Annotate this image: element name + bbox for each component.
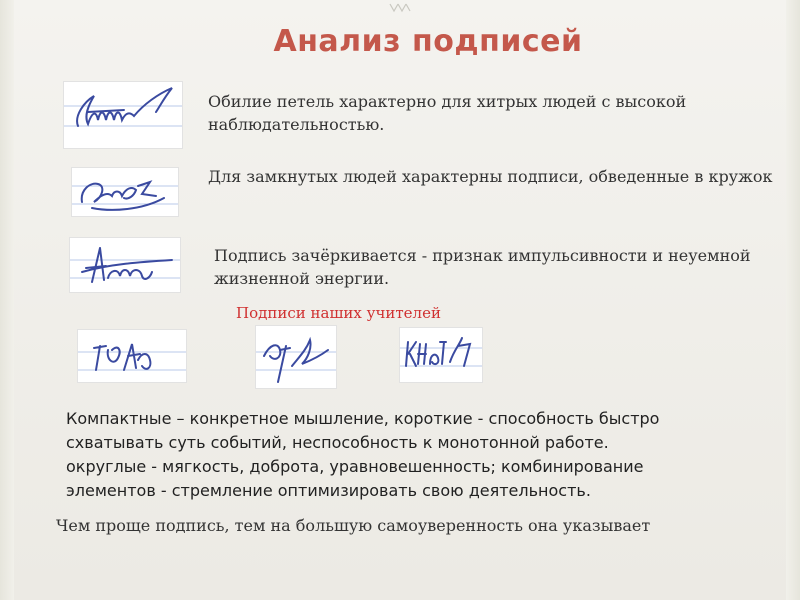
conclusion-line-1: Компактные – конкретное мышление, короткие - способность быстро: [66, 409, 660, 428]
slide-top-mark-icon: [386, 0, 414, 16]
conclusion-line-4: элементов - стремление оптимизировать свою деятельность.: [66, 481, 591, 500]
slide-edge-left: [0, 0, 14, 600]
footer-conclusion: Чем проще подпись, тем на большую самоуверенность она указывает: [56, 516, 651, 535]
signature-circled-image: [72, 168, 178, 216]
teacher-signature-1-image: [78, 330, 186, 382]
signature-loops-image: [64, 82, 182, 148]
conclusion-line-2: схватывать суть событий, неспособность к монотонной работе.: [66, 433, 609, 452]
teacher-signature-2-image: [256, 326, 336, 388]
conclusion-line-3: округлые - мягкость, доброта, уравновешенность; комбинирование: [66, 457, 644, 476]
slide-edge-right: [786, 0, 800, 600]
item-loops-text: Обилие петель характерно для хитрых людей с высокой наблюдательностью.: [208, 92, 687, 134]
page-title: Анализ подписей: [273, 24, 583, 59]
signature-crossed-image: [70, 238, 180, 292]
teachers-signatures-title: Подписи наших учителей: [236, 304, 441, 322]
teacher-signature-3-image: [400, 328, 482, 382]
item-circled-text: Для замкнутых людей характерны подписи, обведенные в кружок: [208, 167, 773, 186]
item-crossed-text: Подпись зачёркивается - признак импульсивности и неуемной жизненной энергии.: [214, 246, 751, 288]
